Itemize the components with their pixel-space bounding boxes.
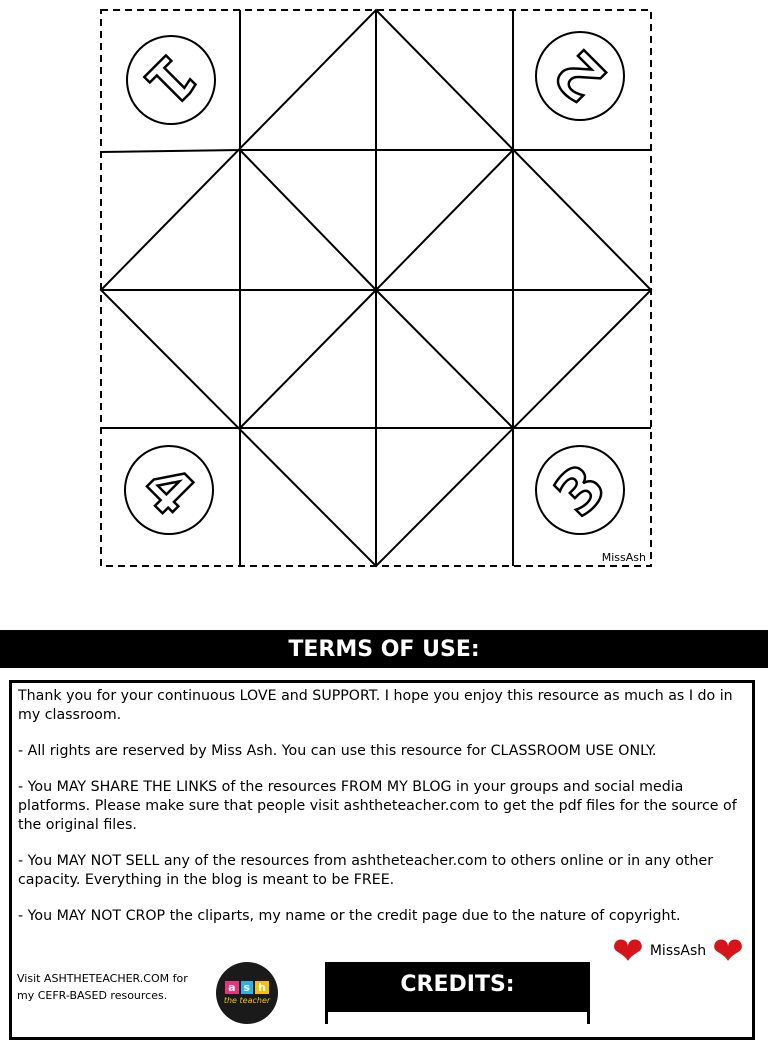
- number-1: 1: [130, 39, 210, 119]
- credits-title: CREDITS:: [400, 972, 515, 997]
- heart-icon: ❤: [612, 929, 644, 973]
- signature: MissAsh: [649, 943, 707, 959]
- terms-paragraph-4: - You MAY NOT SELL any of the resources from ashtheteacher.com to others online or in any other capacity. Everything in the blog is meant to be FREE.: [18, 853, 714, 888]
- watermark: MissAsh: [601, 551, 646, 564]
- terms-paragraph-1: Thank you for your continuous LOVE and SUPPORT. I hope you enjoy this resource as much as I do in my classroom.: [18, 688, 733, 723]
- number-2: 2: [541, 35, 621, 115]
- terms-paragraph-5: - You MAY NOT CROP the cliparts, my name or the credit page due to the nature of copyright.: [18, 908, 681, 924]
- heart-icon: ❤: [712, 929, 744, 973]
- terms-title: TERMS OF USE:: [0, 630, 768, 668]
- ash-the-teacher-logo: a s h the teacher: [216, 962, 278, 1024]
- visit-text: Visit ASHTHETEACHER.COM for my CEFR-BASED resources.: [17, 972, 188, 1002]
- terms-paragraph-2: - All rights are reserved by Miss Ash. You can use this resource for CLASSROOM USE ONLY.: [18, 743, 657, 759]
- credits-panel: [325, 962, 590, 1024]
- number-3: 3: [541, 451, 621, 531]
- number-4: 4: [128, 451, 208, 531]
- signature-row: [612, 929, 744, 973]
- terms-paragraph-3: - You MAY SHARE THE LINKS of the resources FROM MY BLOG in your groups and social media platforms. Please make sure that people visit ashtheteacher.com to get the pdf files for the source of the original files.: [18, 779, 737, 833]
